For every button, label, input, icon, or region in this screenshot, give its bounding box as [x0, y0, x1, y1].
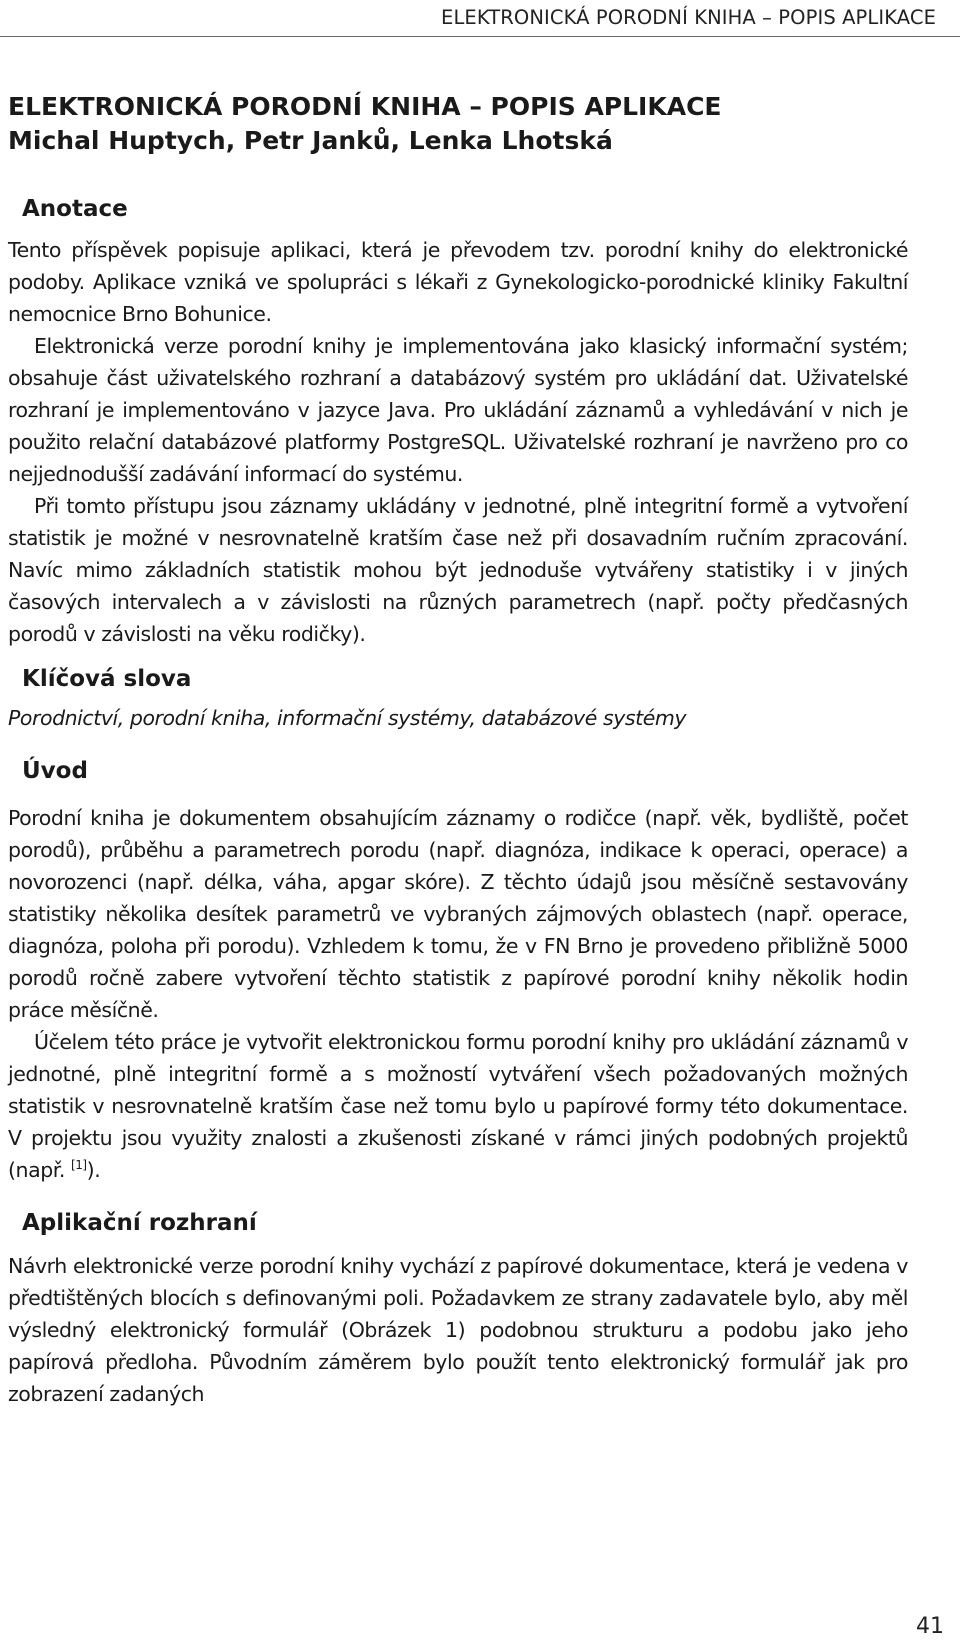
header-rule: [0, 36, 960, 37]
article-body: [8, 90, 908, 1410]
keywords-text: Porodnictví, porodní kniha, informační systémy, databázové systémy: [8, 706, 687, 730]
running-header: ELEKTRONICKÁ PORODNÍ KNIHA – POPIS APLIKACE: [441, 6, 936, 29]
citation-reference: [1]: [71, 1158, 87, 1173]
uvod-paragraph-1: Porodní kniha je dokumentem obsahujícím záznamy o rodičce (např. věk, bydliště, počet porodů), průběhu a parametrech porodu (např. diagnóza, indikace k operaci, operace) a novorozenci (např. délka, váha, apgar skóre). Z těchto údajů jsou měsíčně sestavovány statistiky několika desítek parametrů ve vybraných zájmových oblastech (např. operace, diagnóza, poloha při porodu). Vzhledem k tomu, že v FN Brno je provedeno přibližně 5000 porodů ročně zabere vytvoření těchto statistik z papírové porodní knihy několik hodin práce měsíčně.: [8, 806, 908, 1022]
article-authors: Michal Huptych, Petr Janků, Lenka Lhotská: [8, 126, 613, 155]
anotace-paragraph-2: Elektronická verze porodní knihy je implementována jako klasický informační systém; obsahuje část uživatelského rozhraní a databázový systém pro ukládání dat. Uživatelské rozhraní je implementováno v jazyce Java. Pro ukládání záznamů a vyhledávání v nich je použito relační databázové platformy PostgreSQL. Uživatelské rozhraní je navrženo pro co nejjednodušší zadávání informací do systému.: [8, 334, 908, 486]
aplikacni-rozhrani-paragraph-1: Návrh elektronické verze porodní knihy vychází z papírové dokumentace, která je vedena v předtištěných blocích s definovanými poli. Požadavkem ze strany zadavatele bylo, aby měl výsledný elektronický formulář (Obrázek 1) podobnou strukturu a podobu jako jeho papírová předloha. Původním záměrem bylo použít tento elektronický formulář jak pro zobrazení zadaných: [8, 1254, 908, 1406]
anotace-paragraph-3: Při tomto přístupu jsou záznamy ukládány v jednotné, plně integritní formě a vytvoření statistik je možné v nesrovnatelně kratším čase než při dosavadním ručním zpracování. Navíc mimo základních statistik mohou být jednoduše vytvářeny statistiky i v jiných časových intervalech a v závislosti na různých parametrech (např. počty předčasných porodů v závislosti na věku rodičky).: [8, 494, 908, 646]
uvod-paragraph-2-end: ).: [86, 1158, 101, 1182]
heading-aplikacni-rozhrani: Aplikační rozhraní: [22, 1210, 257, 1236]
anotace-paragraph-1: Tento příspěvek popisuje aplikaci, která je převodem tzv. porodní knihy do elektronické podoby. Aplikace vzniká ve spolupráci s lékaři z Gynekologicko-porodnické kliniky Fakultní nemocnice Brno Bohunice.: [8, 238, 908, 326]
heading-uvod: Úvod: [22, 758, 88, 784]
uvod-paragraph-2: [8, 1026, 908, 1186]
page-number: 41: [916, 1614, 944, 1639]
heading-klicova-slova: Klíčová slova: [22, 666, 192, 692]
article-title: ELEKTRONICKÁ PORODNÍ KNIHA – POPIS APLIKACE: [8, 92, 722, 121]
uvod-paragraph-2-text: Účelem této práce je vytvořit elektronickou formu porodní knihy pro ukládání záznamů v jednotné, plně integritní formě a s možností vytváření všech požadovaných možných statistik v nesrovnatelně kratším čase než tomu bylo u papírové formy této dokumentace. V projektu jsou využity znalosti a zkušenosti získané v rámci jiných podobných projektů (např.: [8, 1030, 908, 1182]
heading-anotace: Anotace: [22, 196, 128, 222]
